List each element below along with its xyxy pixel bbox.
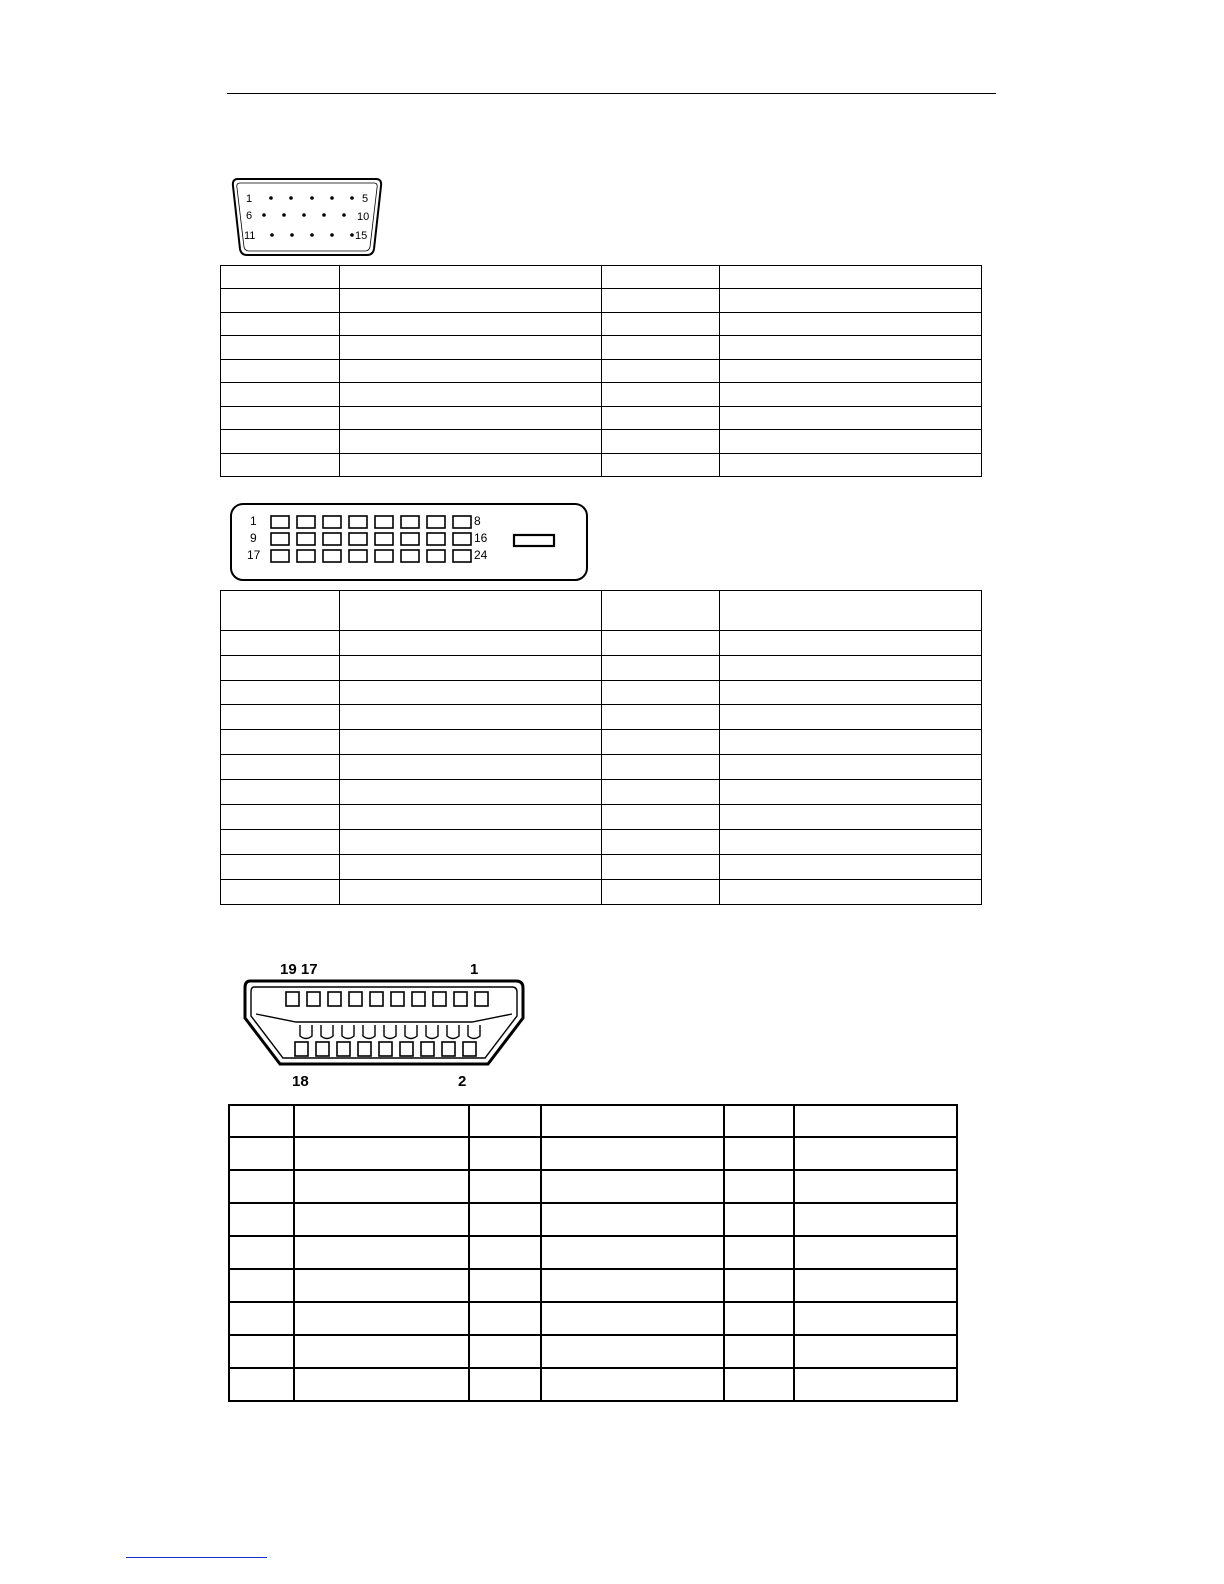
hdmi-pins-middle-row [300,1025,480,1039]
dvi-pin-24-label: 24 [474,548,488,562]
table-row [229,1203,957,1236]
table-row [221,383,982,407]
dvi-connector-diagram [228,501,592,585]
hdmi-pin-1-label: 1 [470,961,479,978]
table-row [221,360,982,383]
dvi-pin-8-label: 8 [474,514,481,528]
table-row [221,880,982,905]
hdmi-pins-top-row [286,992,488,1006]
table-row [221,591,982,631]
table-row [229,1368,957,1401]
vga-pin-11-label: 11 [244,230,256,242]
dvi-pin-grid [271,516,471,562]
hdmi-pins-bottom-row [295,1042,476,1056]
table-row [221,289,982,313]
vga-pin-dots [262,196,354,237]
vga-pin-6-label: 6 [246,210,253,222]
table-row [221,805,982,830]
table-row [229,1236,957,1269]
table-row [221,830,982,855]
vga-pin-10-label: 10 [357,211,370,223]
table-row [221,855,982,880]
dvi-pin-16-label: 16 [474,531,488,545]
vga-pin-1-label: 1 [246,193,253,205]
dvi-pin-9-label: 9 [250,531,257,545]
table-row [221,313,982,336]
table-row [229,1269,957,1302]
table-row [229,1170,957,1203]
table-row [229,1302,957,1335]
dvi-pin-table [220,590,982,905]
vga-connector-diagram [228,176,388,260]
hdmi-pin-table [228,1104,958,1402]
table-row [221,755,982,780]
table-row [221,407,982,430]
vga-pin-table [220,265,982,477]
table-row [229,1105,957,1137]
vga-pin-15-label: 15 [355,230,368,242]
hdmi-pin-19-17-label: 19 17 [280,961,318,978]
vga-pin-5-label: 5 [362,193,369,205]
table-row [229,1335,957,1368]
hdmi-connector-diagram [236,956,532,1092]
table-row [229,1137,957,1170]
table-row [221,430,982,454]
table-row [221,656,982,681]
table-row [221,681,982,705]
dvi-pin-1-label: 1 [250,514,257,528]
header-rule [227,93,996,94]
dvi-pin-17-label: 17 [247,548,261,562]
hdmi-pin-2-label: 2 [458,1073,467,1090]
table-row [221,705,982,730]
table-row [221,266,982,289]
table-row [221,454,982,477]
hdmi-pin-18-label: 18 [292,1073,309,1090]
table-row [221,631,982,656]
table-row [221,730,982,755]
footer-link-rule [126,1557,267,1558]
table-row [221,336,982,360]
table-row [221,780,982,805]
dvi-ground-blade [514,535,554,546]
